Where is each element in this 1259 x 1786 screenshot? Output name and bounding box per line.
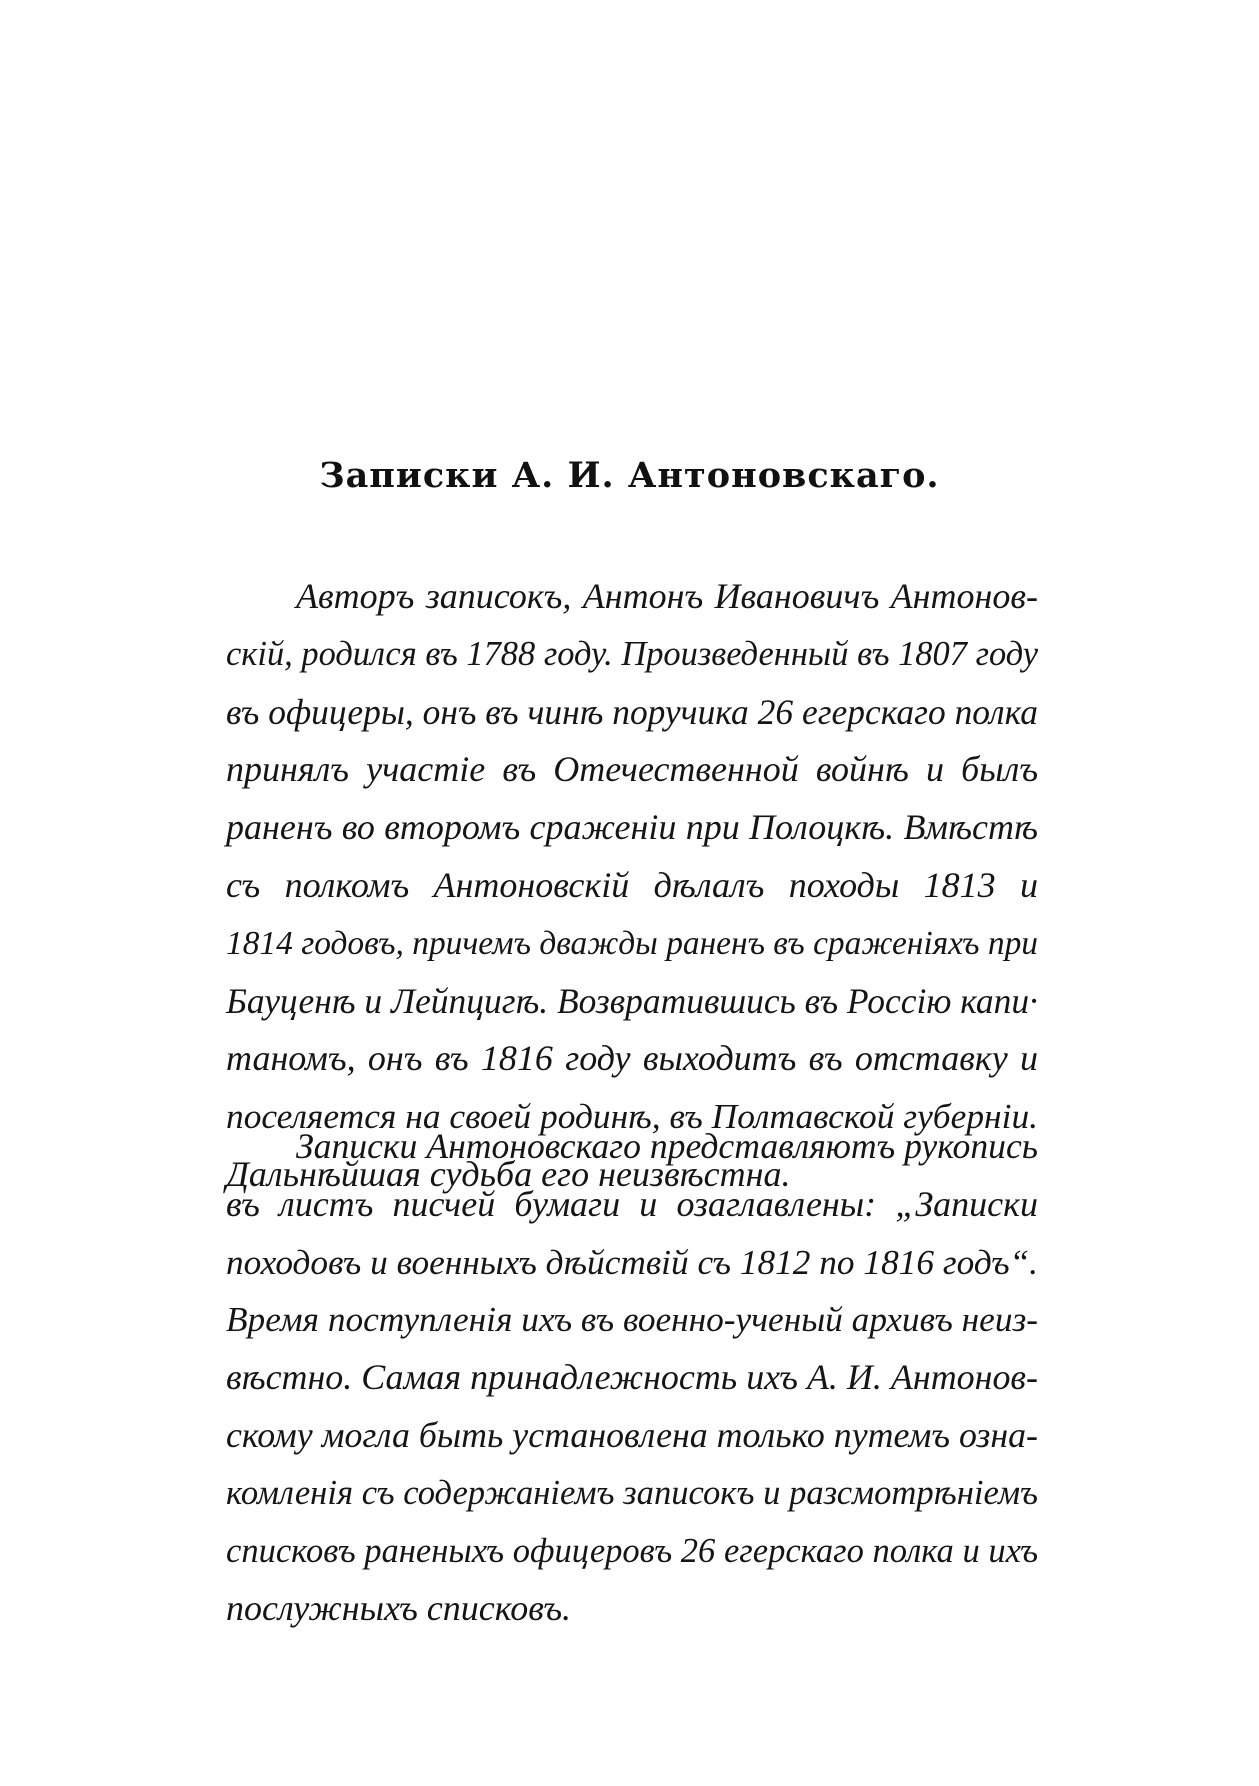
text-line: поселяется на своей родинѣ, въ Полтавской губерніи. — [226, 1096, 1038, 1137]
text-line: вѣстно. Самая принадлежность ихъ А. И. Антонов- — [226, 1357, 1038, 1398]
text-line: Бауценѣ и Лейпцигѣ. Возвратившись въ Россію капи· — [226, 980, 1038, 1021]
page-title: Записки А. И. Антоновскаго. — [319, 455, 940, 496]
text-line: въ офицеры, онъ въ чинѣ поручика 26 егерскаго полка — [226, 691, 1038, 732]
text-line: списковъ раненыхъ офицеровъ 26 егерскаго полка и ихъ — [226, 1531, 1038, 1570]
text-line: таномъ, онъ въ 1816 году выходитъ въ отставку и — [226, 1038, 1038, 1079]
text-line: раненъ во второмъ сраженіи при Полоцкѣ. Вмѣстѣ — [226, 807, 1038, 848]
paragraph-1 — [226, 568, 1038, 1204]
text-line: скій, родился въ 1788 году. Произведенный въ 1807 году — [226, 634, 1038, 673]
text-line: послужныхъ списковъ. — [226, 1588, 572, 1629]
text-line: комленія съ содержаніемъ записокъ и разсмотрѣніемъ — [226, 1473, 1038, 1512]
text-line: принялъ участіе въ Отечественной войнѣ и былъ — [226, 749, 1038, 790]
text-line: 1814 годовъ, причемъ дважды раненъ въ сраженіяхъ при — [226, 924, 1038, 962]
text-line: Записки Антоновскаго представляютъ рукопись — [296, 1126, 1038, 1166]
text-line: Время поступленія ихъ въ военно-ученый архивъ неиз- — [226, 1300, 1038, 1340]
paragraph-2 — [226, 1118, 1038, 1638]
text-line: походовъ и военныхъ дѣйствій съ 1812 по 1816 годъ“. — [226, 1242, 1038, 1282]
text-line: Авторъ записокъ, Антонъ Ивановичъ Антонов- — [296, 576, 1038, 616]
text-line: скому могла быть установлена только путемъ озна- — [226, 1414, 1038, 1455]
text-line: въ листъ писчей бумаги и озаглавлены: „Записки — [226, 1183, 1038, 1224]
text-line: съ полкомъ Антоновскій дѣлалъ походы 1813 и — [226, 864, 1038, 905]
text-line: Дальнѣйшая судьба его неизвѣстна. — [226, 1153, 791, 1194]
